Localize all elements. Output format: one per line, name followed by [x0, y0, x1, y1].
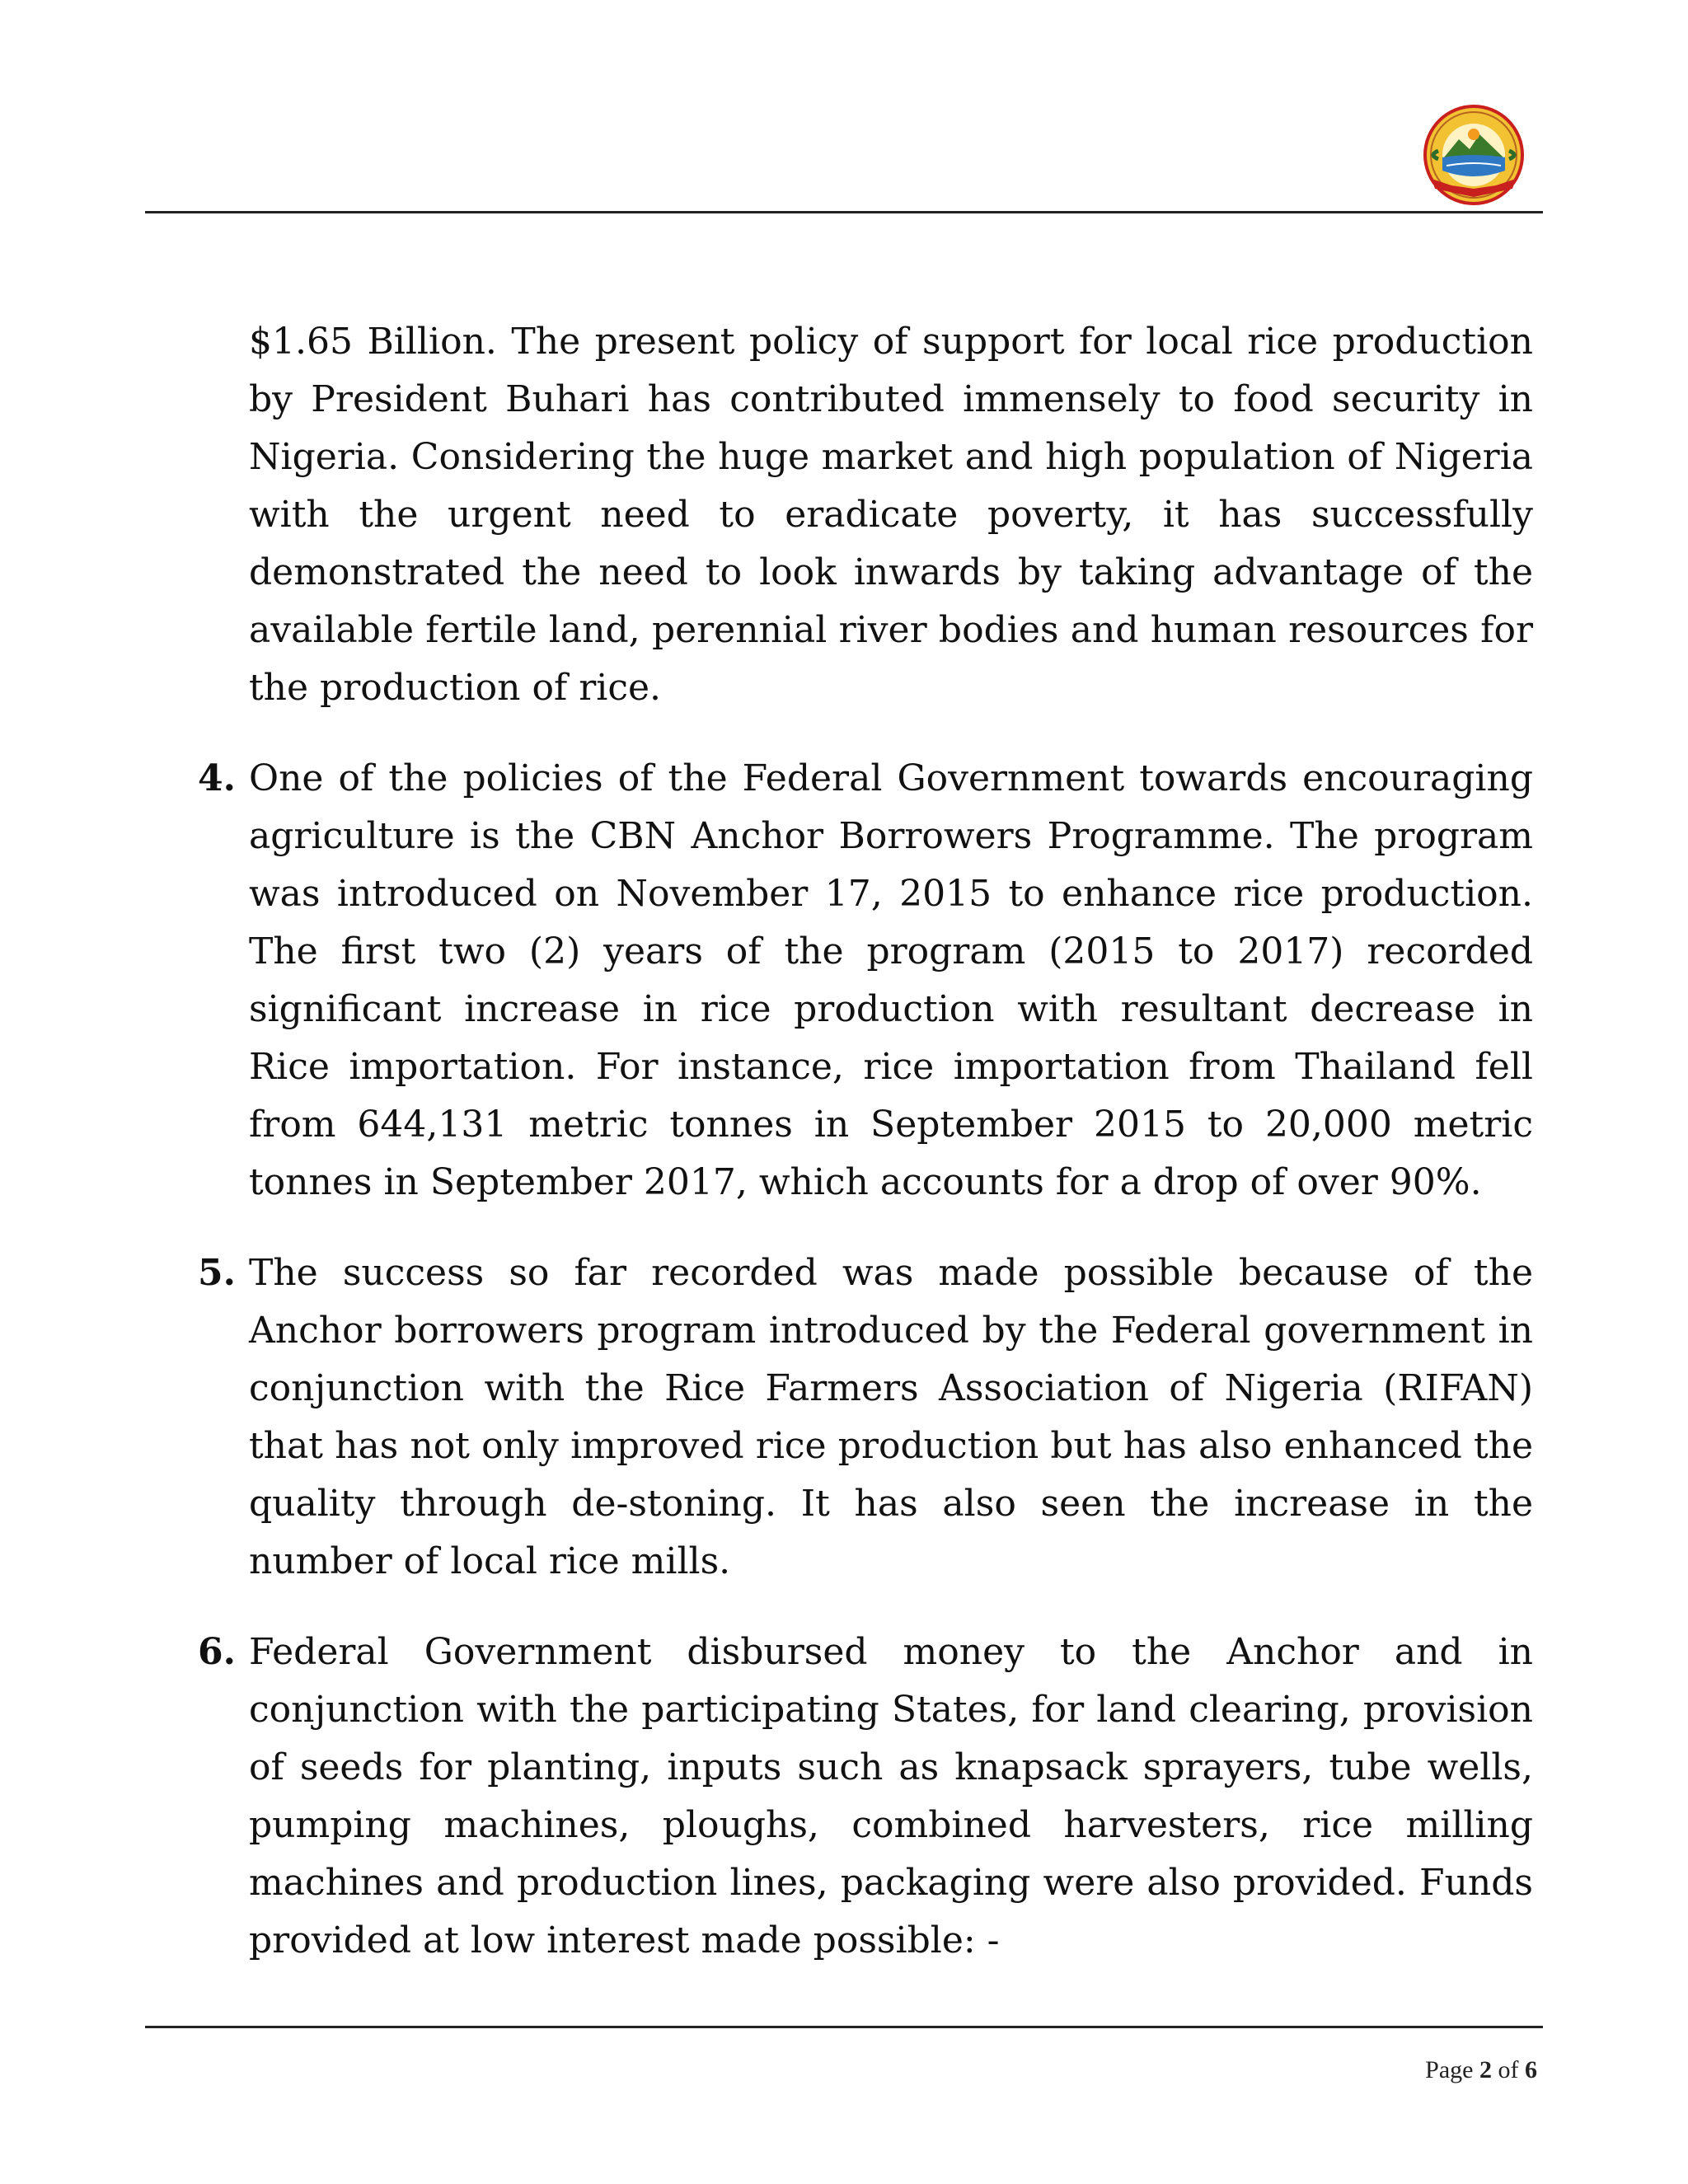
paragraph-number: 5.	[198, 1252, 236, 1294]
paragraph-number: 4.	[198, 757, 236, 799]
governor-seal-icon	[1422, 103, 1526, 207]
paragraph-text: $1.65 Billion. The present policy of support for local rice production by President Buhari has contributed immensely to food security in Nigeria. Considering the huge market and high population of Nigeria with the urgent need to eradicate poverty, it has successfully demonstrated the need to look inwards by taking advantage of the available fertile land, perennial river bodies and human resources for the production of rice.	[249, 321, 1533, 709]
paragraph-4	[198, 750, 1533, 1212]
document-body	[198, 313, 1533, 2003]
paragraph-text: The success so far recorded was made possible because of the Anchor borrowers program introduced by the Federal government in conjunction with the Rice Farmers Association of Nigeria (RIFAN) that has not only improved rice production but has also enhanced the quality through de-stoning. It has also seen the increase in the number of local rice mills.	[249, 1252, 1533, 1582]
current-page: 2	[1479, 2056, 1492, 2083]
total-pages: 6	[1525, 2056, 1537, 2083]
page-label: Page	[1425, 2056, 1474, 2083]
page-number	[1425, 2056, 1537, 2084]
paragraph-5	[198, 1244, 1533, 1591]
paragraph-number: 6.	[198, 1631, 236, 1673]
paragraph-text: One of the policies of the Federal Government towards encouraging agriculture is the CBN Anchor Borrowers Programme. The program was introduced on November 17, 2015 to enhance rice production. The first two (2) years of the program (2015 to 2017) recorded significant increase in rice production with resultant decrease in Rice importation. For instance, rice importation from Thailand fell from 644,131 metric tonnes in September 2015 to 20,000 metric tonnes in September 2017, which accounts for a drop of over 90%.	[249, 757, 1533, 1203]
paragraph-continuation	[198, 313, 1533, 717]
of-label: of	[1498, 2056, 1519, 2083]
paragraph-text: Federal Government disbursed money to the Anchor and in conjunction with the participating States, for land clearing, provision of seeds for planting, inputs such as knapsack sprayers, tube wells, pumping machines, ploughs, combined harvesters, rice milling machines and production lines, packaging were also provided. Funds provided at low interest made possible: -	[249, 1631, 1533, 1961]
header-rule	[145, 211, 1543, 213]
paragraph-6	[198, 1624, 1533, 1970]
footer-rule	[145, 2026, 1543, 2028]
